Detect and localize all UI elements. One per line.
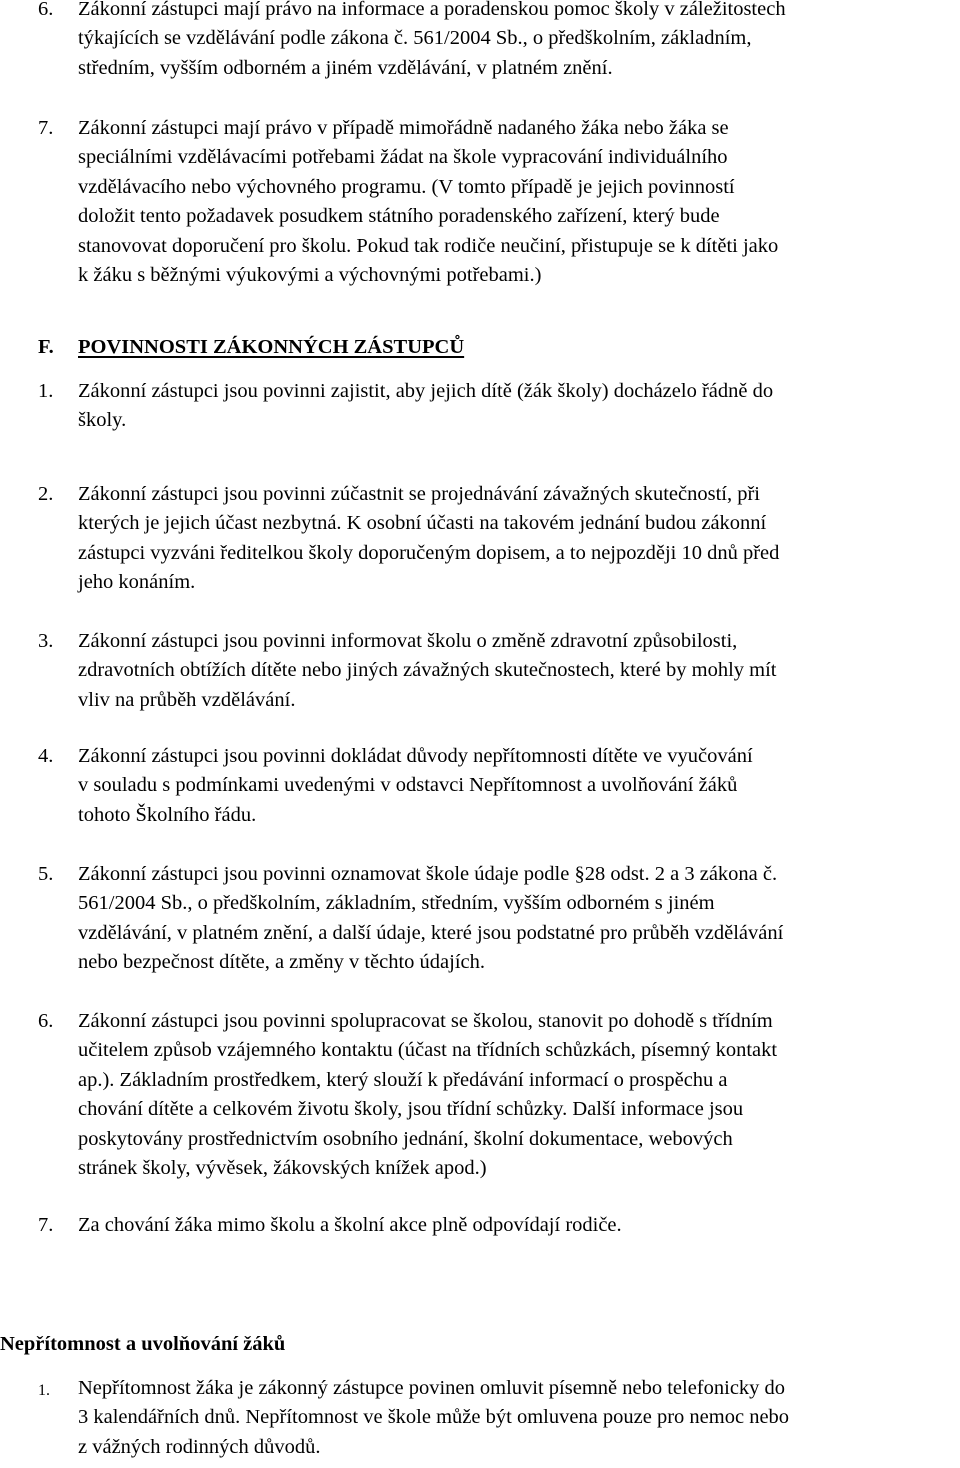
- text-line: v souladu s podmínkami uvedenými v odstavci Nepřítomnost a uvolňování žáků: [78, 774, 738, 797]
- list-item: [38, 377, 956, 436]
- text-line: ap.). Základním prostředkem, který slouží k předávání informací o prospěchu a: [78, 1068, 728, 1091]
- section-letter: F.: [38, 336, 54, 358]
- list-item-number: 7.: [38, 117, 54, 139]
- list-item: [38, 860, 956, 978]
- text-line: tohoto Školního řádu.: [78, 803, 257, 826]
- text-line: k žáku s běžnými výukovými a výchovnými potřebami.): [78, 264, 542, 287]
- list-item: [38, 1007, 956, 1183]
- list-item-text: [78, 860, 956, 978]
- list-item-number: 6.: [38, 1010, 54, 1032]
- text-line: chování dítěte a celkovém životu školy, jsou třídní schůzky. Další informace jsou: [78, 1098, 744, 1121]
- text-line: Zákonní zástupci jsou povinni zúčastnit se projednávání závažných skutečností, při: [78, 483, 761, 505]
- text-line: Nepřítomnost žáka je zákonný zástupce povinen omluvit písemně nebo telefonicky do: [78, 1377, 786, 1399]
- text-line: kterých je jejich účast nezbytná. K osobní účasti na takovém jednání budou zákonní: [78, 512, 767, 535]
- absence-section-title: Nepřítomnost a uvolňování žáků: [0, 1333, 286, 1355]
- text-line: 3 kalendářních dnů. Nepřítomnost ve škole může být omluvena pouze pro nemoc nebo: [78, 1406, 790, 1429]
- list-item-text: [78, 742, 956, 830]
- list-item-number: 7.: [38, 1214, 54, 1236]
- list-item-number: 5.: [38, 863, 54, 885]
- text-line: doložit tento požadavek posudkem státního poradenského zařízení, který bude: [78, 205, 720, 228]
- list-item-text: [78, 377, 956, 436]
- text-line: vzdělávacího nebo výchovného programu. (V tomto případě je jejich povinností: [78, 175, 735, 198]
- text-line: zástupci vyzváni ředitelkou školy doporučeným dopisem, a to nejpozději 10 dnů před: [78, 541, 780, 564]
- text-line: vzdělávání, v platném znění, a další údaje, které jsou podstatné pro průběh vzdělávání: [78, 921, 784, 944]
- list-item: [38, 0, 956, 83]
- list-item: [38, 480, 956, 598]
- section-title: POVINNOSTI ZÁKONNÝCH ZÁSTUPCŮ: [78, 336, 465, 358]
- list-item-number: 2.: [38, 483, 54, 505]
- list-item-text: [78, 1007, 956, 1183]
- text-line: zdravotních obtížích dítěte nebo jiných závažných skutečnostech, které by mohly mít: [78, 659, 777, 682]
- text-line: Zákonní zástupci jsou povinni dokládat důvody nepřítomnosti dítěte ve vyučování: [78, 745, 753, 767]
- text-line: Zákonní zástupci jsou povinni zajistit, aby jejich dítě (žák školy) docházelo řádně do: [78, 380, 774, 402]
- text-line: Zákonní zástupci mají právo na informace a poradenskou pomoc školy v záležitostech: [78, 0, 786, 20]
- list-item-number: 4.: [38, 745, 54, 767]
- list-item-number: 3.: [38, 630, 54, 652]
- list-item: [38, 627, 956, 715]
- text-line: stanovovat doporučení pro školu. Pokud tak rodiče neučiní, přistupuje se k dítěti jako: [78, 234, 779, 257]
- list-item-text: [78, 480, 956, 598]
- text-line: Zákonní zástupci mají právo v případě mimořádně nadaného žáka nebo žáka se: [78, 117, 729, 139]
- list-item-text: [78, 627, 956, 715]
- text-line: poskytovány prostřednictvím osobního jednání, školní dokumentace, webových: [78, 1127, 733, 1150]
- text-line: jeho konáním.: [78, 571, 196, 594]
- list-item: [38, 1211, 956, 1240]
- text-line: Zákonní zástupci jsou povinni spolupracovat se školou, stanovit po dohodě s třídním: [78, 1010, 773, 1032]
- text-line: týkajících se vzdělávání podle zákona č. 561/2004 Sb., o předškolním, základním,: [78, 27, 752, 50]
- list-item: [38, 1374, 956, 1462]
- text-line: z vážných rodinných důvodů.: [78, 1435, 321, 1458]
- text-line: Za chování žáka mimo školu a školní akce plně odpovídají rodiče.: [78, 1214, 622, 1236]
- text-line: Zákonní zástupci jsou povinni informovat školu o změně zdravotní způsobilosti,: [78, 630, 738, 652]
- list-item-text: [78, 0, 956, 83]
- list-item-text: [78, 1211, 956, 1240]
- list-item-number: 6.: [38, 0, 54, 20]
- section-heading: [38, 333, 464, 362]
- text-line: Zákonní zástupci jsou povinni oznamovat škole údaje podle §28 odst. 2 a 3 zákona č.: [78, 863, 778, 885]
- text-line: školy.: [78, 409, 127, 432]
- list-item-number: 1.: [38, 1382, 50, 1399]
- list-item: [38, 742, 956, 830]
- text-line: stránek školy, vývěsek, žákovských knížek apod.): [78, 1157, 487, 1180]
- list-item-text: [78, 1374, 956, 1462]
- list-item: [38, 114, 956, 290]
- text-line: středním, vyšším odborném a jiném vzdělávání, v platném znění.: [78, 56, 613, 79]
- text-line: 561/2004 Sb., o předškolním, základním, středním, vyšším odborném s jiném: [78, 892, 715, 915]
- text-line: speciálními vzdělávacími potřebami žádat na škole vypracování individuálního: [78, 146, 728, 169]
- text-line: nebo bezpečnost dítěte, a změny v těchto údajích.: [78, 951, 485, 974]
- text-line: vliv na průběh vzdělávání.: [78, 688, 296, 711]
- list-item-number: 1.: [38, 380, 54, 402]
- list-item-text: [78, 114, 956, 290]
- text-line: učitelem způsob vzájemného kontaktu (účast na třídních schůzkách, písemný kontakt: [78, 1039, 778, 1062]
